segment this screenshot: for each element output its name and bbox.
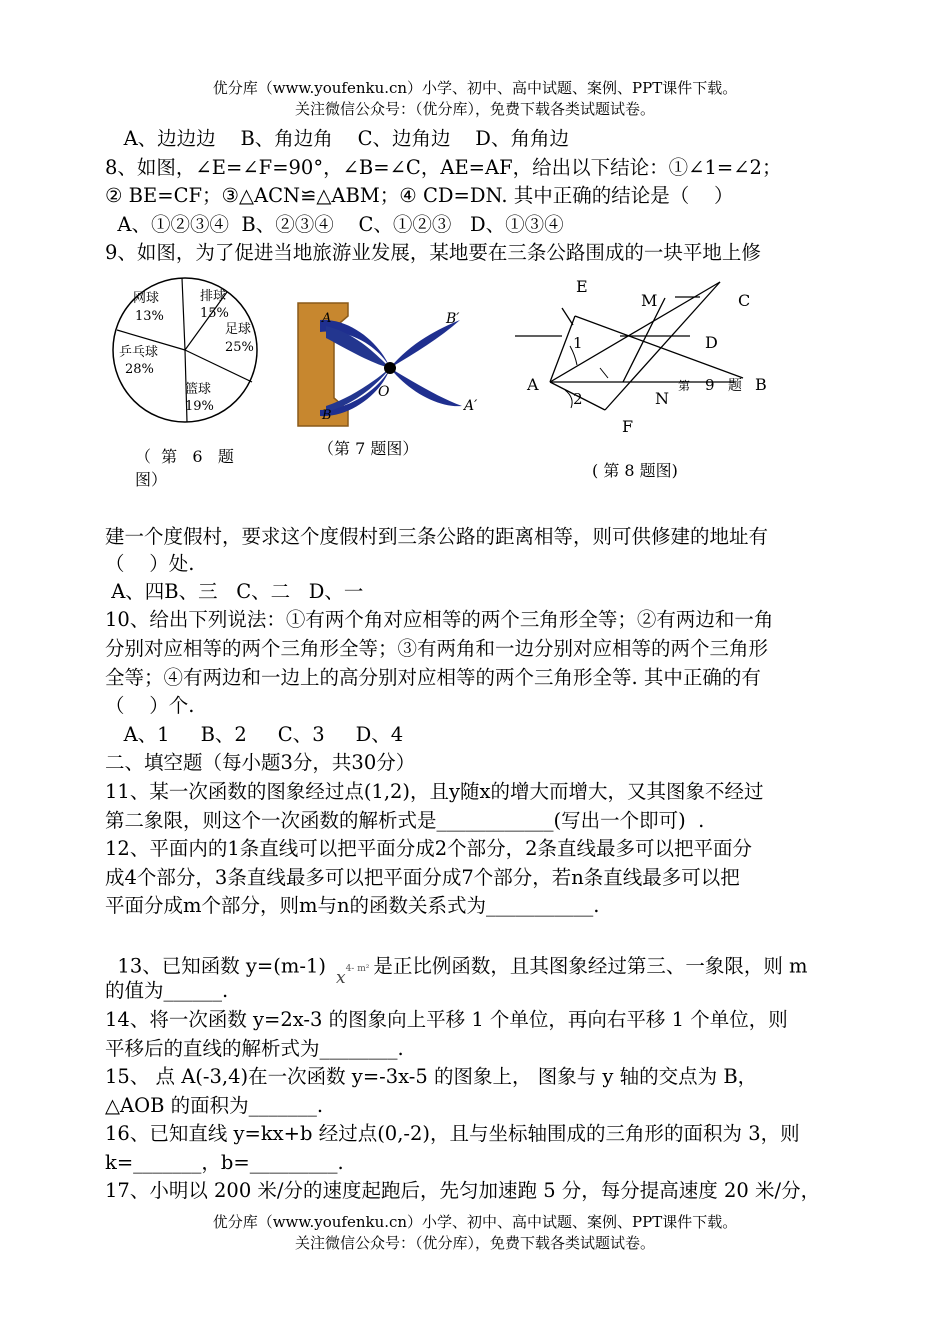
figure-8-caption: ( 第 8 题图)	[592, 461, 678, 480]
fig8-label-a: A	[527, 375, 539, 394]
q8-stem-2: ② BE=CF；③△ACN≌△ABM；④ CD=DN. 其中正确的结论是（ ）	[105, 184, 734, 207]
q16-stem-2: k=_______，b=_________.	[105, 1151, 344, 1174]
q13-stem-b: 是正比例函数，且其图象经过第三、一象限，则 m	[373, 954, 808, 978]
q12-stem-3: 平面分成m个部分，则m与n的函数关系式为___________.	[105, 894, 600, 917]
q8-stem: 8、如图，∠E=∠F=90°，∠B=∠C，AE=AF，给出以下结论：①∠1=∠2；	[105, 156, 782, 179]
q13-stem-a: 13、已知函数 y=(m-1)	[117, 954, 326, 978]
q10-stem-4: （ ）个.	[105, 694, 195, 717]
pie-label-pingpong: 乒乓球	[119, 345, 159, 360]
q9-stem-3: （ ）处.	[105, 552, 195, 575]
header-line-2: 关注微信公众号：（优分库），免费下载各类试题试卷。	[294, 100, 655, 118]
pie-label-tennis: 网球	[133, 291, 160, 306]
pie-label-football: 足球	[225, 322, 252, 337]
fig7-label-bprime: B′	[446, 311, 460, 327]
pie-pct-pingpong: 28%	[125, 362, 154, 377]
figure-8-geometry	[505, 270, 795, 444]
fig8-label-c: C	[738, 291, 751, 310]
pie-label-volleyball: 排球	[200, 289, 227, 304]
fig8-label-b: B	[755, 375, 767, 394]
fig8-label-di: 第	[678, 379, 691, 393]
q12-stem-2: 成4个部分，3条直线最多可以把平面分成7个部分，若n条直线最多可以把	[105, 866, 740, 889]
fig7-label-a: A	[322, 311, 332, 326]
fig7-label-aprime: A′	[464, 398, 478, 414]
q11-stem-2: 第二象限，则这个一次函数的解析式是____________(写出一个即可) .	[105, 809, 705, 832]
pie-pct-tennis: 13%	[135, 309, 164, 324]
q13-stem-2: 的值为______.	[105, 979, 229, 1002]
q8-options: A、①②③④ B、②③④ C、①②③ D、①③④	[105, 213, 564, 236]
q13-exponent	[326, 965, 373, 988]
q15-stem: 15、 点 A(-3,4)在一次函数 y=-3x-5 的图象上， 图象与 y 轴的交点为 B，	[105, 1065, 758, 1088]
q17-stem: 17、小明以 200 米/分的速度起跑后，先匀加速跑 5 分，每分提高速度 20 米/分，	[105, 1179, 821, 1202]
q10-options: A、1 B、2 C、3 D、4	[105, 723, 404, 746]
figure-7-scissors	[290, 298, 500, 437]
fig7-label-b: B	[322, 408, 332, 423]
fig8-label-f: F	[622, 417, 634, 436]
figure-6-caption-2: 图）	[135, 470, 168, 489]
figure-6-pie	[105, 270, 275, 434]
fig8-label-n: N	[655, 389, 669, 408]
fig8-label-e: E	[576, 277, 588, 296]
pie-label-basketball: 篮球	[185, 382, 212, 397]
q14-stem-2: 平移后的直线的解析式为________.	[105, 1037, 404, 1060]
q9-options: A、四B、三 C、二 D、一	[105, 580, 364, 603]
header-line-1: 优分库（www.youfenku.cn）小学、初中、高中试题、案例、PPT课件下载。	[212, 79, 738, 97]
fig7-label-o: O	[378, 384, 390, 400]
q10-stem: 10、给出下列说法：①有两个角对应相等的两个三角形全等；②有两边和一角	[105, 608, 774, 631]
fig8-label-1: 1	[573, 334, 583, 352]
q11-stem: 11、某一次函数的图象经过点(1,2)，且y随x的增大而增大，又其图象不经过	[105, 780, 764, 803]
q15-stem-2: △AOB 的面积为_______.	[105, 1094, 324, 1117]
q14-stem: 14、将一次函数 y=2x-3 的图象向上平移 1 个单位，再向右平移 1 个单位，则	[105, 1008, 788, 1031]
q9-stem-2: 建一个度假村，要求这个度假村到三条公路的距离相等，则可供修建的地址有	[105, 525, 769, 548]
q12-stem: 12、平面内的1条直线可以把平面分成2个部分，2条直线最多可以把平面分	[105, 837, 753, 860]
figure-6-caption: （ 第 6 题	[135, 447, 234, 466]
q13-stem	[105, 924, 808, 988]
q10-stem-3: 全等；④有两边和一边上的高分别对应相等的两个三角形全等. 其中正确的有	[105, 666, 761, 689]
q10-stem-2: 分别对应相等的两个三角形全等；③有两角和一边分别对应相等的两个三角形	[105, 637, 769, 660]
footer-line-1: 优分库（www.youfenku.cn）小学、初中、高中试题、案例、PPT课件下载。	[212, 1213, 738, 1231]
q9-stem: 9、如图，为了促进当地旅游业发展，某地要在三条公路围成的一块平地上修	[105, 241, 761, 264]
pie-pct-volleyball: 15%	[200, 306, 229, 321]
q7-options: A、边边边 B、角边角 C、边角边 D、角角边	[105, 127, 569, 150]
fig8-label-ti: 题	[728, 378, 742, 394]
fig8-label-m: M	[641, 291, 658, 310]
q13-exp-power: 4- m²	[345, 964, 370, 974]
pie-pct-football: 25%	[225, 340, 254, 355]
q16-stem: 16、已知直线 y=kx+b 经过点(0,-2)，且与坐标轴围成的三角形的面积为 3，则	[105, 1122, 800, 1145]
fig8-label-9: 9	[705, 376, 715, 394]
pie-pct-basketball: 19%	[185, 399, 214, 414]
fig8-label-d: D	[705, 333, 718, 352]
q13-exp-base: x	[335, 967, 346, 988]
section-2-heading: 二、填空题（每小题3分，共30分）	[105, 751, 416, 774]
fig8-label-2: 2	[573, 390, 583, 408]
footer-line-2: 关注微信公众号：（优分库），免费下载各类试题试卷。	[294, 1234, 655, 1252]
figure-7-caption: （第 7 题图）	[318, 439, 419, 458]
